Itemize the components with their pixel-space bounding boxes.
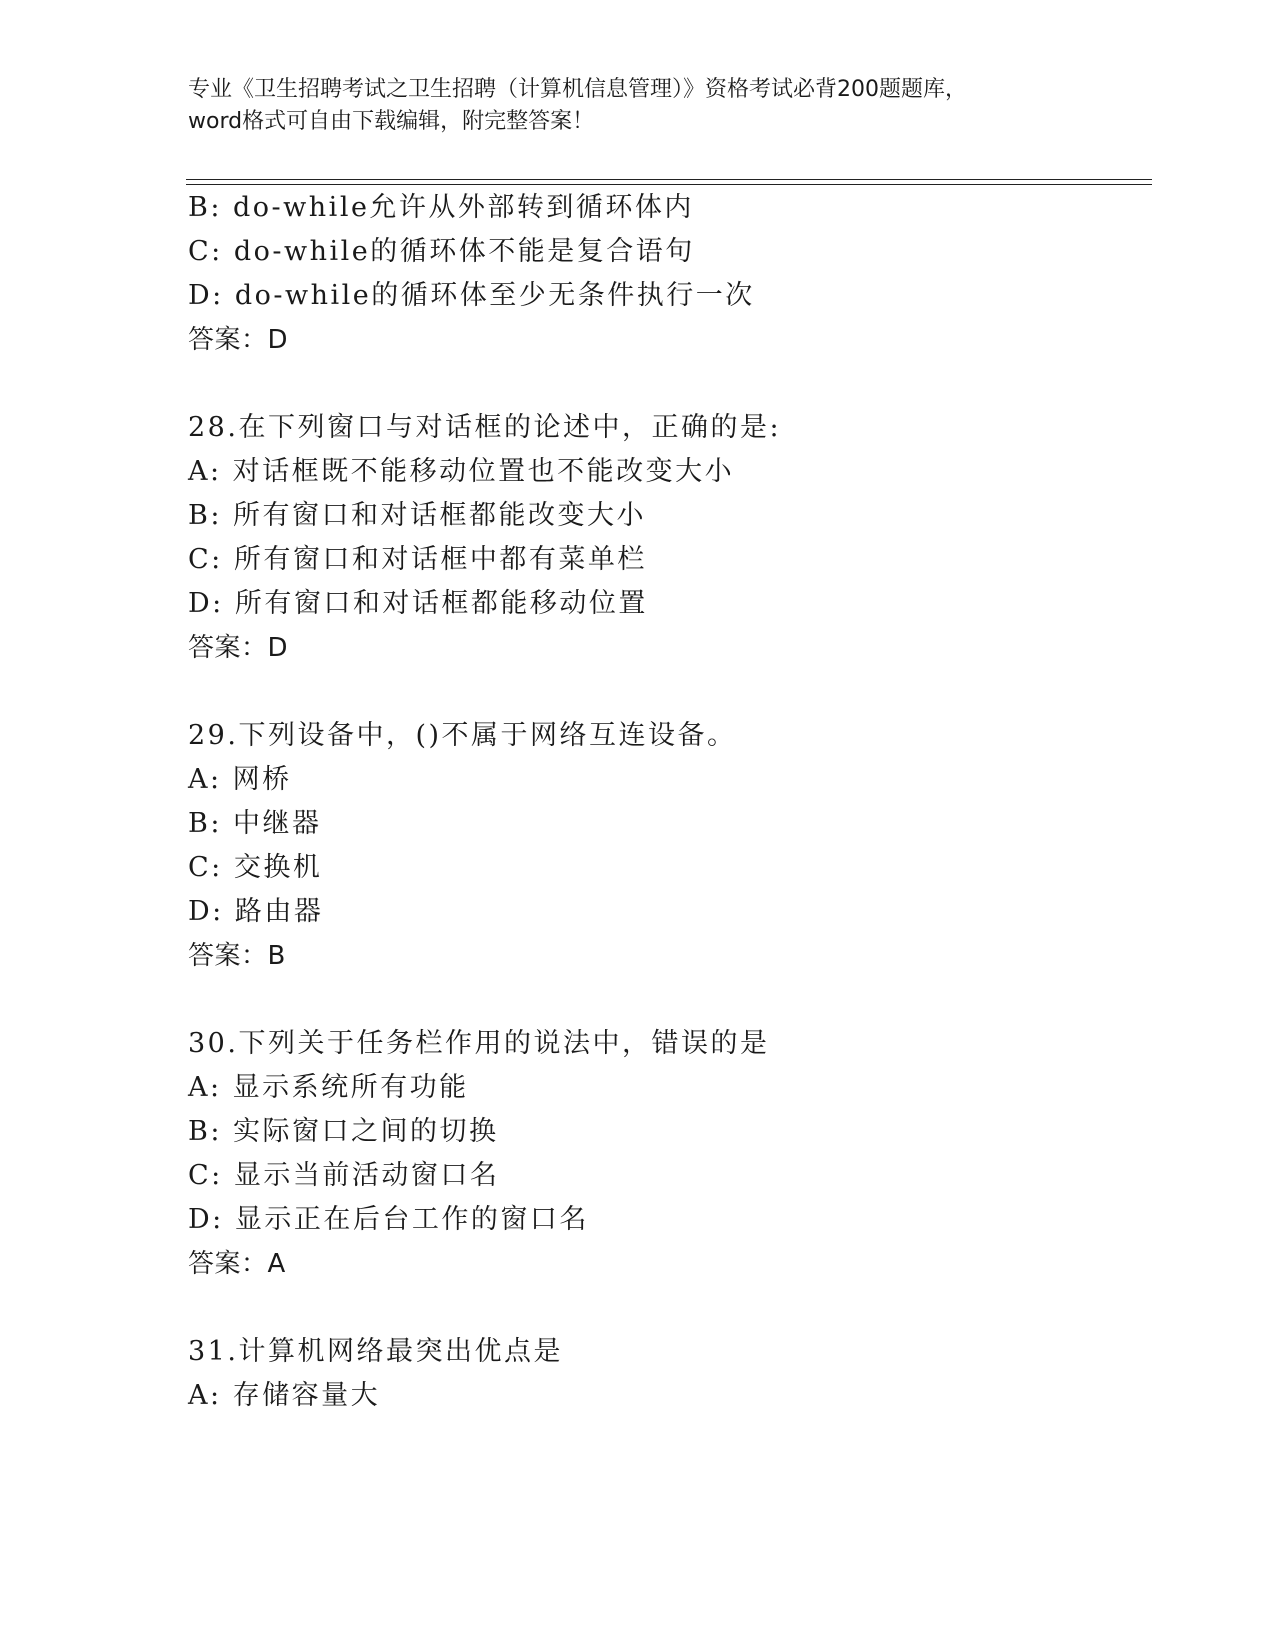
question-line: 31.计算机网络最突出优点是 [188,1336,563,1367]
answer-line: 答案：A [188,1249,286,1279]
header-title-line-1: 专业《卫生招聘考试之卫生招聘（计算机信息管理）》资格考试必背200题题库， [188,77,967,102]
question-line: 28.在下列窗口与对话框的论述中，正确的是: [188,412,782,443]
option-line: B: do-while允许从外部转到循环体内 [188,192,694,223]
option-line: A: 对话框既不能移动位置也不能改变大小 [188,456,735,487]
option-line: C: 交换机 [188,852,323,883]
option-line: D: 路由器 [188,896,324,927]
header-divider-bottom [186,184,1152,185]
answer-line: 答案：D [188,325,289,355]
option-line: A: 网桥 [188,764,292,795]
option-line: D: 所有窗口和对话框都能移动位置 [188,588,648,619]
answer-line: 答案：D [188,633,289,663]
document-header [188,74,1088,138]
option-line: B: 所有窗口和对话框都能改变大小 [188,500,647,531]
option-line: D: 显示正在后台工作的窗口名 [188,1204,589,1235]
option-line: B: 中继器 [188,808,322,839]
header-divider-top [186,179,1152,180]
option-line: C: 所有窗口和对话框中都有菜单栏 [188,544,647,575]
header-title-line-2: word格式可自由下载编辑，附完整答案！ [188,109,595,134]
option-line: C: do-while的循环体不能是复合语句 [188,236,695,267]
option-line: A: 存储容量大 [188,1380,381,1411]
question-line: 30.下列关于任务栏作用的说法中，错误的是 [188,1028,770,1059]
option-line: D: do-while的循环体至少无条件执行一次 [188,280,755,311]
answer-line: 答案：B [188,941,286,971]
question-line: 29.下列设备中，()不属于网络互连设备。 [188,720,737,751]
option-line: A: 显示系统所有功能 [188,1072,469,1103]
option-line: B: 实际窗口之间的切换 [188,1116,499,1147]
option-line: C: 显示当前活动窗口名 [188,1160,500,1191]
